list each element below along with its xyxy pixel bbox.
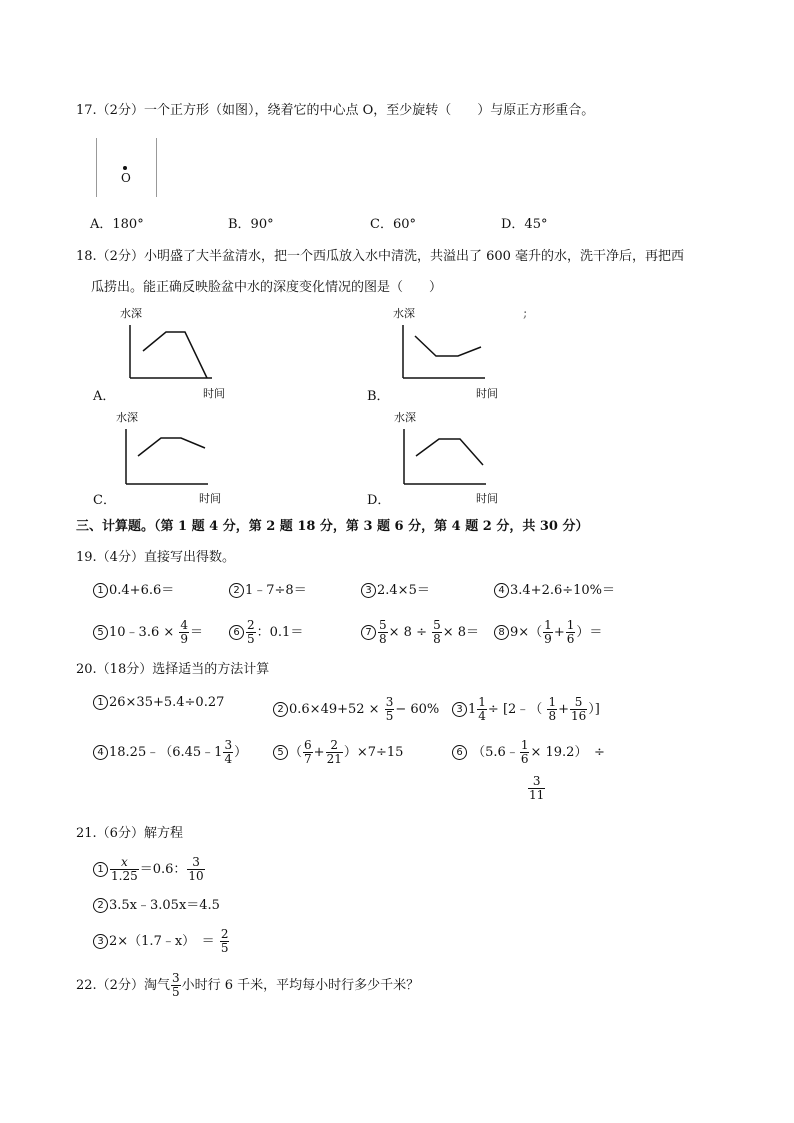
q17-option-d: D．45° bbox=[501, 217, 548, 232]
graph-d-curve bbox=[416, 439, 483, 465]
q19-item-4: 4 3.4+2.6÷10%＝ bbox=[494, 583, 615, 599]
q17-option-a: A．180° bbox=[90, 217, 144, 232]
q20-expr-1: 1 26×35+5.4÷0.27 bbox=[93, 695, 224, 711]
q20-expr-3: 3 1 $\frac{1}{4}$ ÷ [2﹣（ $\frac{1}{8}$ + $\frac{5}{16}$ ）] bbox=[452, 690, 600, 730]
graph-b-letter: B． bbox=[367, 389, 390, 404]
q21-stem: 21.（6分）解方程 bbox=[76, 826, 183, 841]
center-point-label: O bbox=[121, 171, 131, 185]
q19-item-8: 8 9×（ $\frac{1}{9}$ + $\frac{1}{6}$ ）＝ bbox=[494, 613, 602, 653]
stray-mark: ; bbox=[523, 306, 528, 321]
graph-d-letter: D． bbox=[367, 493, 391, 508]
graph-b-ylabel: 水深 bbox=[393, 307, 415, 320]
graph-a-xlabel: 时间 bbox=[203, 387, 225, 400]
graph-a-curve bbox=[143, 332, 207, 378]
q19-item-7: 7 $\frac{5}{8}$ × 8 ÷ $\frac{5}{8}$ × 8＝ bbox=[361, 613, 479, 653]
graph-d-xlabel: 时间 bbox=[476, 492, 498, 505]
graph-c-xlabel: 时间 bbox=[199, 492, 221, 505]
q18-stem-line2: 瓜捞出。能正确反映脸盆中水的深度变化情况的图是（ ） bbox=[91, 280, 443, 295]
graph-a bbox=[95, 305, 245, 405]
q21-eq-3: 3 2×（1.7﹣x） ＝ $\frac{2}{5}$ bbox=[93, 924, 230, 960]
graph-c-ylabel: 水深 bbox=[116, 411, 138, 424]
q20-expr-5: 5 （ $\frac{6}{7}$ + $\frac{2}{21}$ ）×7÷15 bbox=[273, 733, 403, 773]
graph-a-ylabel: 水深 bbox=[120, 307, 142, 320]
q20-expr-4: 4 18.25﹣（6.45﹣1 $\frac{3}{4}$ ） bbox=[93, 733, 247, 773]
graph-a-letter: A． bbox=[93, 389, 116, 404]
q22-stem: 22.（2分）淘气 $\frac{3}{5}$ 小时行 6 千米，平均每小时行多少千米？ bbox=[76, 971, 420, 999]
graph-b-xlabel: 时间 bbox=[476, 387, 498, 400]
q18-stem-line1: 18.（2分）小明盛了大半盆清水，把一个西瓜放入水中清洗，共溢出了 600 毫升的水，洗干净后，再把西 bbox=[76, 249, 685, 264]
q21-eq-2: 2 3.5x﹣3.05x＝4.5 bbox=[93, 898, 220, 914]
graph-c-curve bbox=[138, 438, 205, 456]
graph-d-ylabel: 水深 bbox=[394, 411, 416, 424]
q19-item-5: 5 10﹣3.6 × $\frac{4}{9}$ ＝ bbox=[93, 613, 203, 653]
q19-item-3: 3 2.4×5＝ bbox=[361, 583, 430, 599]
graph-b bbox=[368, 305, 518, 405]
graph-c-letter: C． bbox=[93, 493, 116, 508]
q17-option-b: B．90° bbox=[228, 217, 274, 232]
q20-expr-6-divisor: $\frac{3}{11}$ bbox=[529, 774, 545, 802]
q19-item-2: 2 1﹣7÷8＝ bbox=[229, 583, 307, 599]
graph-b-curve bbox=[415, 336, 481, 356]
q20-stem: 20.（18分）选择适当的方法计算 bbox=[76, 662, 270, 677]
q17-option-c: C．60° bbox=[370, 217, 416, 232]
q19-stem: 19.（4分）直接写出得数。 bbox=[76, 550, 235, 565]
graph-d bbox=[369, 409, 519, 509]
q19-item-6: 6 $\frac{2}{5}$ ：0.1＝ bbox=[229, 613, 303, 653]
section-title: 三、计算题。（第 1 题 4 分，第 2 题 18 分，第 3 题 6 分，第 4 题 2 分，共 30 分） bbox=[76, 519, 589, 534]
q20-expr-2: 2 0.6×49+52 × $\frac{3}{5}$ − 60% bbox=[273, 690, 439, 730]
q20-expr-6: 6 （5.6﹣ $\frac{1}{6}$ × 19.2） ÷ bbox=[452, 733, 605, 773]
q21-eq-1: 1 $\frac{x}{1.25}$ ＝0.6： $\frac{3}{10}$ bbox=[93, 852, 206, 888]
q19-item-1: 1 0.4+6.6＝ bbox=[93, 583, 174, 599]
q17-stem: 17.（2分）一个正方形（如图），绕着它的中心点 O，至少旋转（ ）与原正方形重合。 bbox=[76, 103, 595, 118]
